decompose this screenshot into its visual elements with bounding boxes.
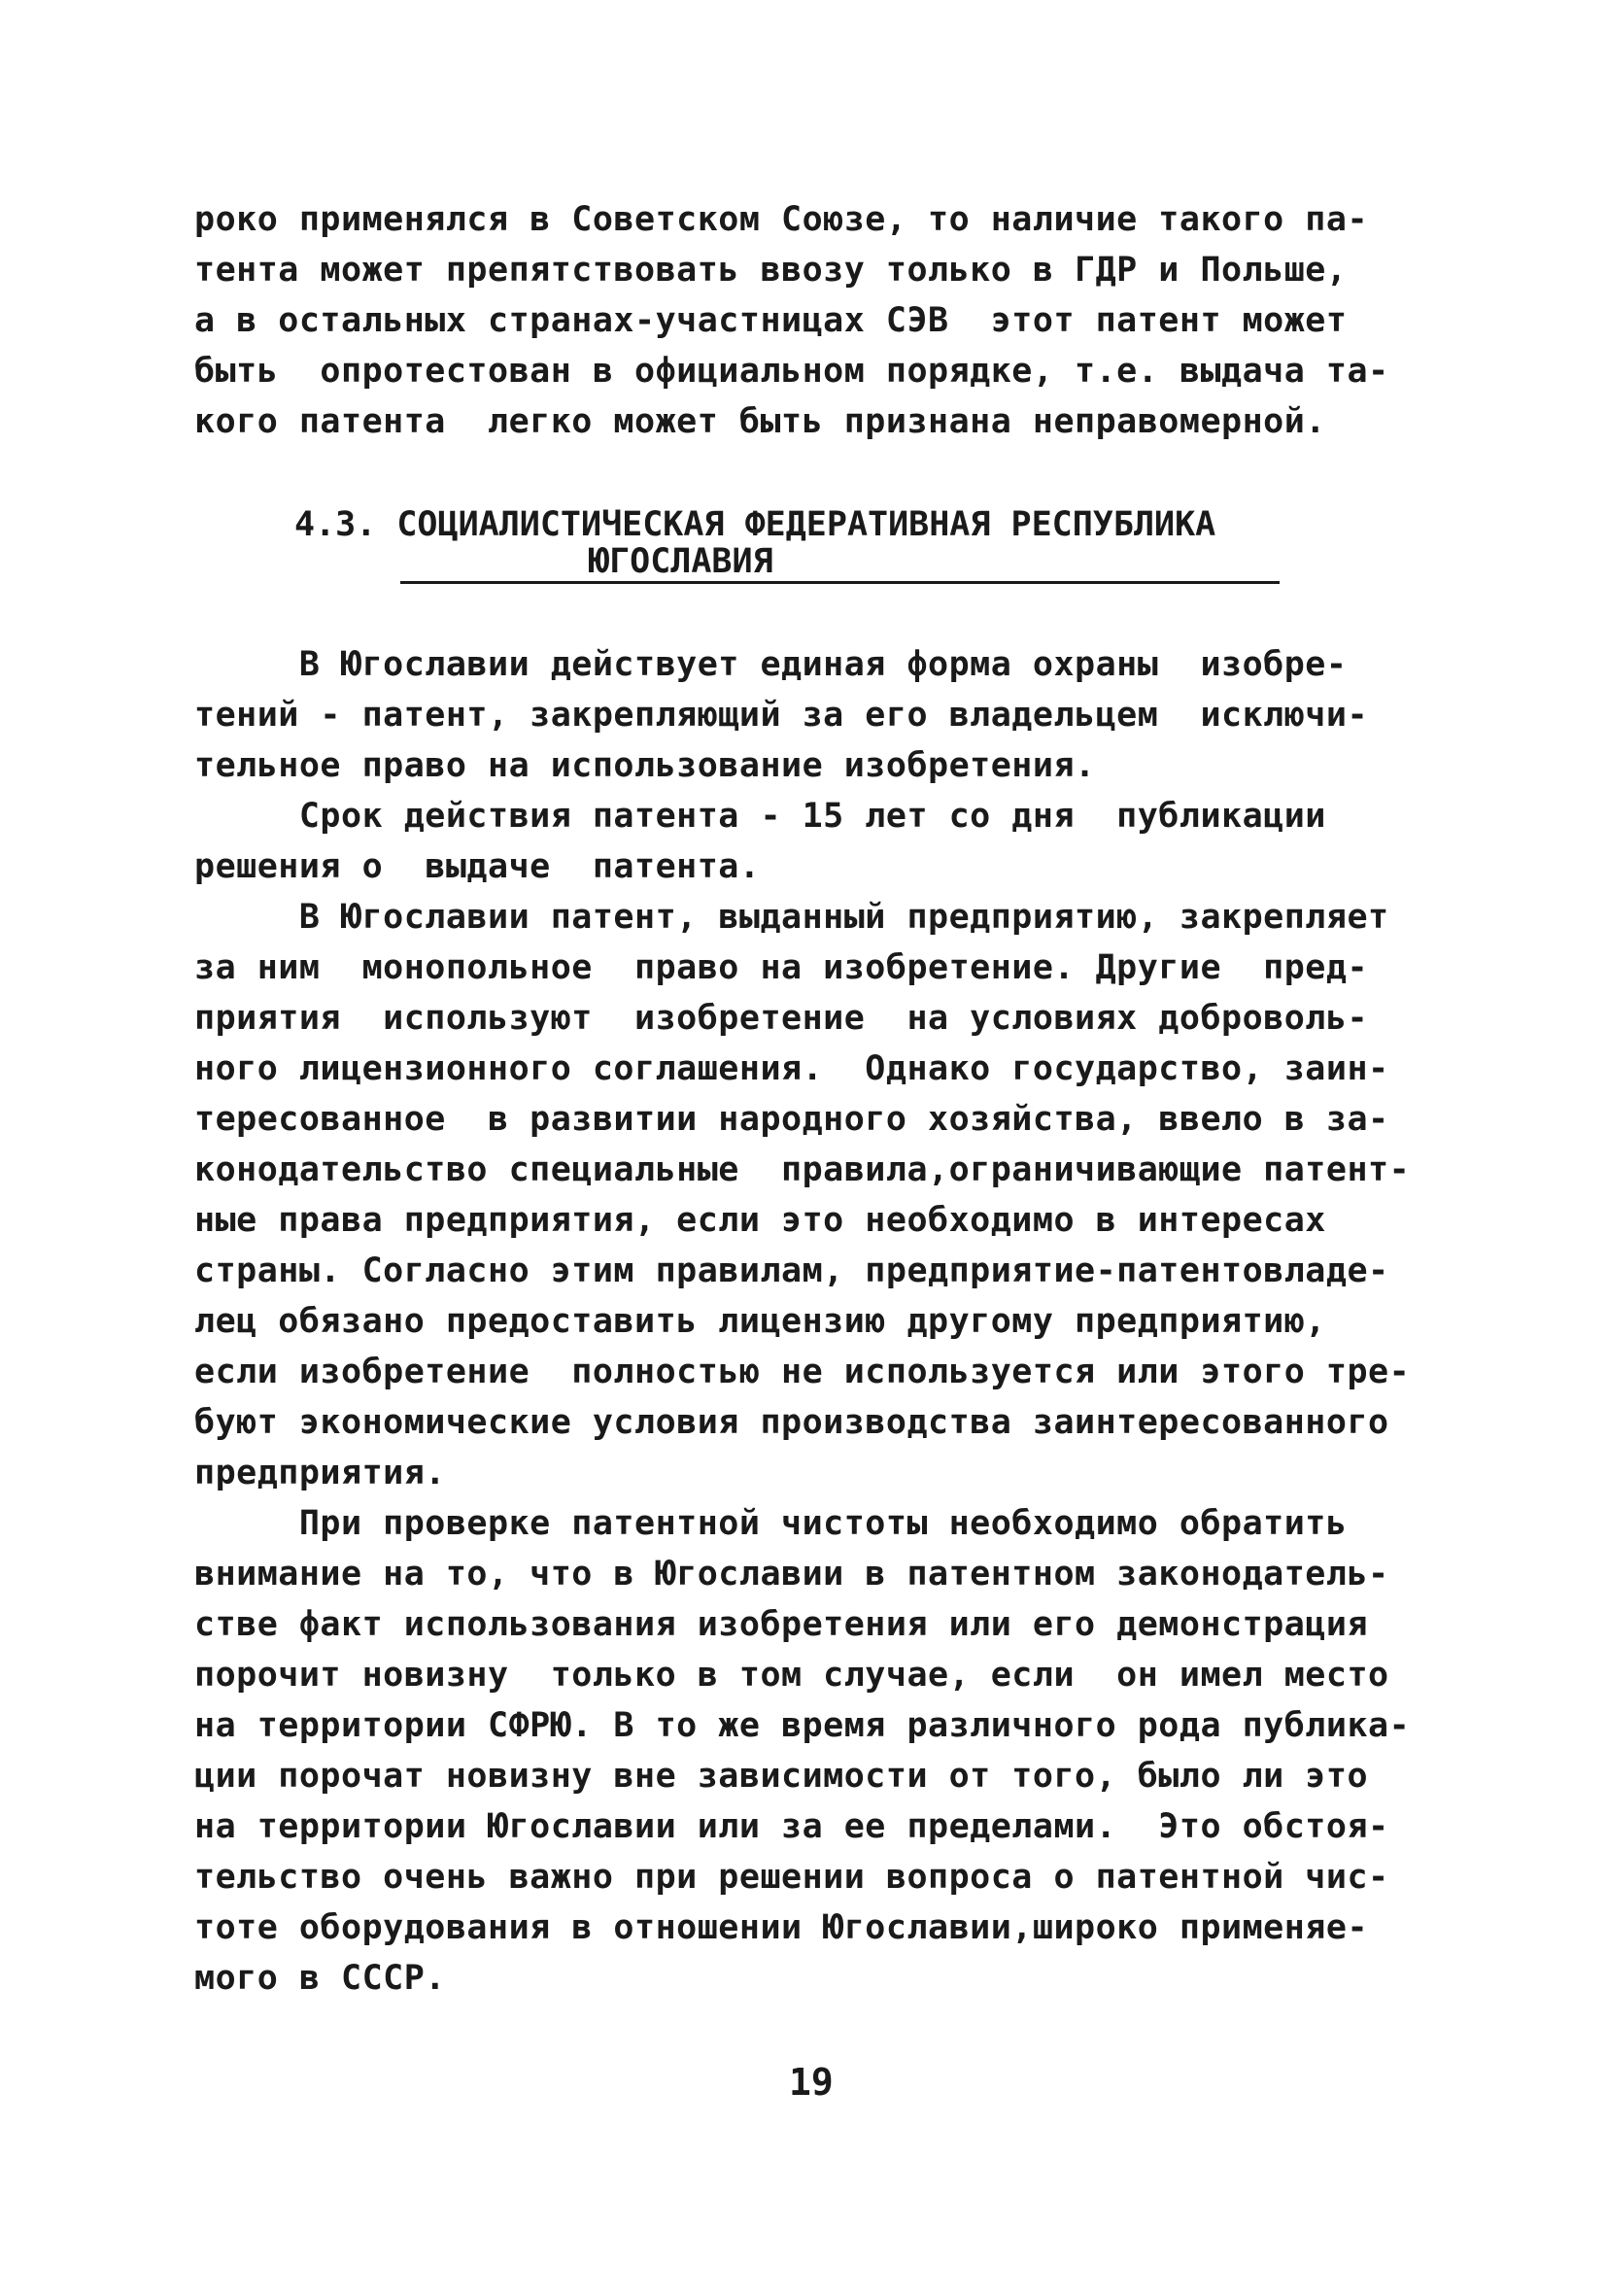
text-line: на территории СФРЮ. В то же время различного рода публика- [194,1706,1411,1745]
text-line: тельное право на использование изобретения. [194,746,1096,785]
text-line: тений - патент, закрепляющий за его владельцем исключи- [194,696,1369,735]
text-line: если изобретение полностью не используется или этого тре- [194,1353,1411,1391]
section-title-country: ЮГОСЛАВИЯ [589,542,773,581]
text-line: за ним монопольное право на изобретение. Другие пред- [194,948,1369,987]
text-line: а в остальных странах-участницах СЭВ этот патент может [194,301,1348,340]
text-line: порочит новизну только в том случае, если он имел место [194,1656,1389,1695]
text-line: тента может препятствовать ввозу только в ГДР и Польше, [194,251,1348,290]
section-title: 4.3. СОЦИАЛИСТИЧЕСКАЯ ФЕДЕРАТИВНАЯ РЕСПУБЛИКА [294,505,1216,544]
text-line: кого патента легко может быть признана неправомерной. [194,402,1326,441]
text-line: тельство очень важно при решении вопроса о патентной чис- [194,1858,1389,1897]
text-line: предприятия. [194,1454,446,1492]
text-line: конодательство специальные правила,ограничивающие патент- [194,1150,1411,1189]
text-line: ного лицензионного соглашения. Однако государство, заин- [194,1049,1389,1088]
text-line: ции порочат новизну вне зависимости от того, было ли это [194,1757,1369,1796]
text-line: В Югославии действует единая форма охраны изобре- [194,645,1348,684]
text-line: роко применялся в Советском Союзе, то наличие такого па- [194,200,1369,239]
text-line: буют экономические условия производства заинтересованного [194,1403,1389,1442]
text-line: на территории Югославии или за ее пределами. Это обстоя- [194,1807,1389,1846]
text-line: тересованное в развитии народного хозяйства, ввело в за- [194,1100,1389,1139]
text-line: внимание на то, что в Югославии в патентном законодатель- [194,1555,1389,1593]
text-line: Срок действия патента - 15 лет со дня публикации [194,797,1326,836]
text-line: В Югославии патент, выданный предприятию, закрепляет [194,898,1389,937]
text-line: стве факт использования изобретения или его демонстрация [194,1605,1369,1644]
text-line: ные права предприятия, если это необходимо в интересах [194,1201,1326,1240]
text-line: лец обязано предоставить лицензию другому предприятию, [194,1302,1326,1341]
text-line: решения о выдаче патента. [194,847,761,886]
page-number: 19 [789,2061,834,2104]
text-line: быть опротестован в официальном порядке, т.е. выдача та- [194,352,1389,391]
section-title-underline [400,581,1280,584]
text-line: мого в СССР. [194,1959,446,1998]
text-line: страны. Согласно этим правилам, предприятие-патентовладе- [194,1251,1389,1290]
text-line: При проверке патентной чистоты необходимо обратить [194,1504,1348,1543]
text-line: приятия используют изобретение на условиях доброволь- [194,999,1369,1038]
text-line: тоте оборудования в отношении Югославии,широко применяе- [194,1908,1369,1947]
